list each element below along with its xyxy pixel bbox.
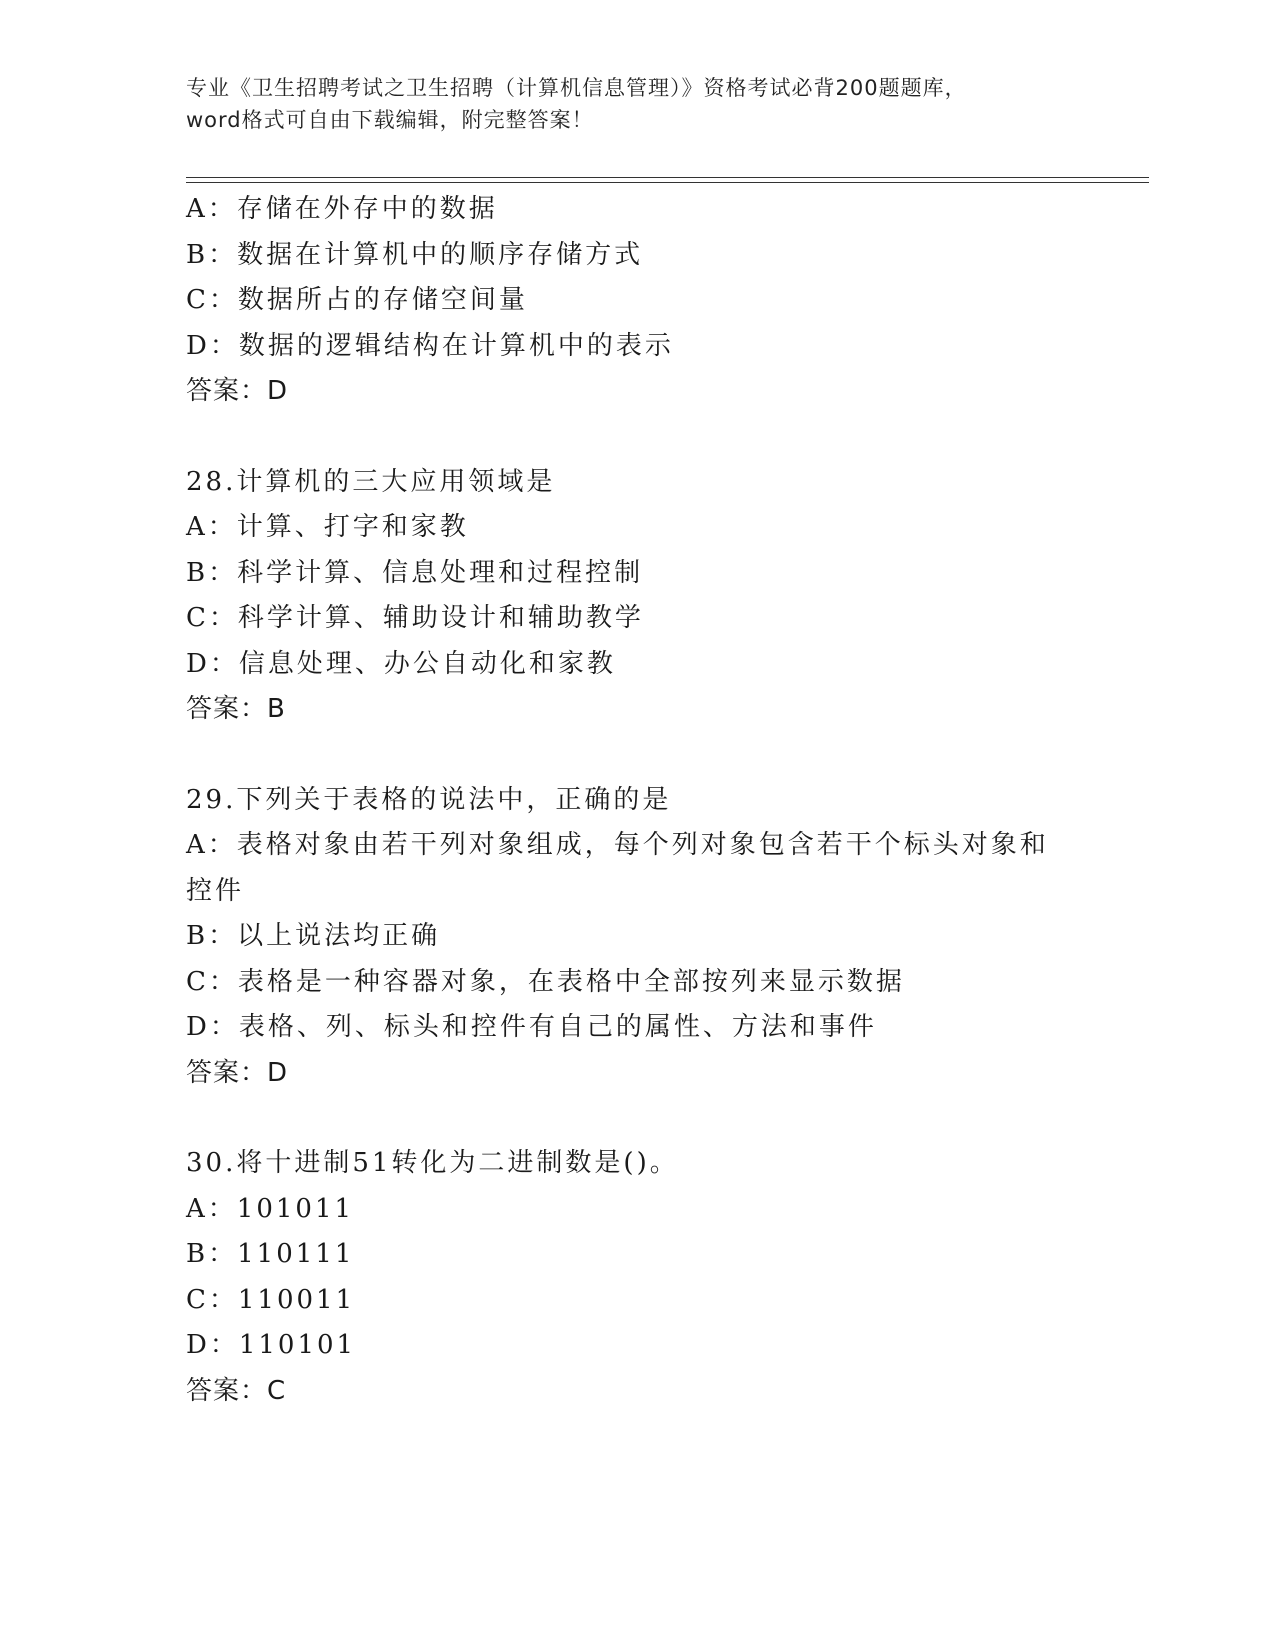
question-list [186, 187, 1066, 1414]
document-header [186, 72, 1086, 136]
answer-line: 答案：D [186, 376, 289, 406]
question-text: 29.下列关于表格的说法中，正确的是 [186, 784, 672, 815]
option-b: B：数据在计算机中的顺序存储方式 [186, 239, 644, 270]
option-c: C：数据所占的存储空间量 [186, 285, 528, 315]
header-divider-bottom [186, 182, 1149, 183]
header-title-line-2: word格式可自由下载编辑，附完整答案！ [186, 108, 594, 132]
answer-line: 答案：B [186, 694, 286, 724]
option-d: D：数据的逻辑结构在计算机中的表示 [186, 330, 674, 361]
option-b: B：110111 [186, 1239, 355, 1269]
question-block [186, 778, 1066, 1097]
option-d: D：110101 [186, 1330, 357, 1360]
option-a: A：表格对象由若干列对象组成，每个列对象包含若干个标头对象和控件 [186, 830, 1049, 906]
answer-line: 答案：D [186, 1057, 289, 1088]
option-d: D：信息处理、办公自动化和家教 [186, 648, 616, 679]
option-c: C：110011 [186, 1284, 356, 1315]
header-divider-top [186, 177, 1149, 178]
option-b: B：科学计算、信息处理和过程控制 [186, 557, 644, 588]
option-c: C：表格是一种容器对象，在表格中全部按列来显示数据 [186, 966, 905, 997]
option-c: C：科学计算、辅助设计和辅助教学 [186, 603, 644, 633]
option-a: A：101011 [186, 1193, 355, 1224]
option-a: A：存储在外存中的数据 [186, 194, 498, 224]
question-block [186, 1141, 1066, 1414]
question-block [186, 187, 1066, 415]
header-title-line-1: 专业《卫生招聘考试之卫生招聘（计算机信息管理）》资格考试必背200题题库， [186, 76, 967, 100]
answer-line: 答案：C [186, 1375, 287, 1406]
question-text: 30.将十进制51转化为二进制数是()。 [186, 1148, 679, 1178]
option-a: A：计算、打字和家教 [186, 512, 469, 542]
question-text: 28.计算机的三大应用领域是 [186, 466, 556, 497]
option-b: B：以上说法均正确 [186, 921, 441, 951]
question-block [186, 460, 1066, 733]
option-d: D：表格、列、标头和控件有自己的属性、方法和事件 [186, 1012, 877, 1042]
